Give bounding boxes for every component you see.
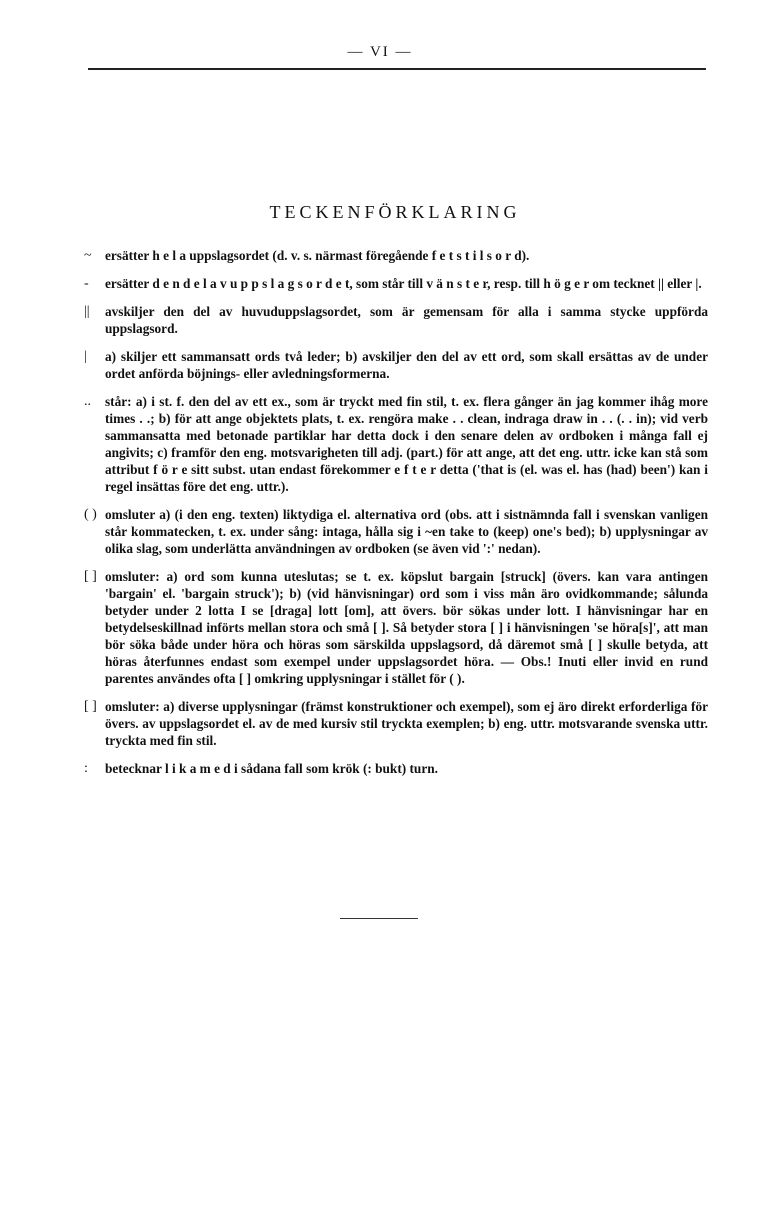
- entry-symbol: ~: [84, 248, 92, 263]
- entry-square-brackets-heavy: [84, 698, 708, 749]
- entry-symbol: ||: [84, 304, 90, 319]
- entry-symbol: [ ]: [84, 569, 97, 584]
- entry-tilde: [84, 247, 708, 264]
- entry-colon: [84, 760, 708, 777]
- entry-symbol: -: [84, 276, 89, 291]
- entry-text: a) skiljer ett sammansatt ords två leder; b) avskiljer den del av ett ord, som skall ersättas av de under ordet anförda böjnings- eller avledningsformerna.: [105, 349, 708, 381]
- entry-symbol: |: [84, 349, 87, 364]
- entry-list: [84, 247, 708, 788]
- entry-text: omsluter: a) diverse upplysningar (främst konstruktioner och exempel), som ej äro direkt erforderliga för övers. av uppslagsordet el. av de med kursiv stil tryckta exemplen; b) eng. uttr. motsvarande svenska uttr. tryckta med fin stil.: [105, 699, 708, 748]
- entry-dots: [84, 393, 708, 495]
- top-rule: [88, 68, 706, 70]
- entry-single-bar: [84, 348, 708, 382]
- entry-text: omsluter a) (i den eng. texten) liktydiga el. alternativa ord (obs. att i sistnämnda fall i svenskan vanligen står kommatecken, t. ex. under sång: intaga, hålla sig i ~en take to (keep) one's bed); b) upplysningar av olika slag, som underlätta användningen av ordboken (se även vid ':' nedan).: [105, 507, 708, 556]
- entry-round-parentheses: [84, 506, 708, 557]
- page-number: — VI —: [347, 44, 413, 60]
- entry-symbol: :: [84, 761, 88, 776]
- entry-text: står: a) i st. f. den del av ett ex., som är tryckt med fin stil, t. ex. flera gånger än jag kommer ihåg more times . .; b) för att ange objektets plats, t. ex. rengöra make . . clean, indraga draw in . . (. . in); vid verb sammansatta med betonade partiklar har detta dock i den senare delen av ordboken i många fall ej angivits; c) framför den eng. motsvarigheten till adj. (part.) för att ange, att det eng. uttr. icke kan stå som attribut f ö r e sitt subst. utan endast förekommer e f t e r detta ('that is (el. was el. has (had) been') kan i regel insättas före det eng. uttr.).: [105, 394, 708, 494]
- entry-hyphen: [84, 275, 708, 292]
- entry-double-bar: [84, 303, 708, 337]
- entry-symbol: ( ): [84, 507, 97, 522]
- entry-square-brackets: [84, 568, 708, 687]
- entry-text: omsluter: a) ord som kunna uteslutas; se t. ex. köpslut bargain [struck] (övers. kan vara antingen 'bargain' el. 'bargain struck'); b) (vid hänvisningar) ord som i viss mån äro ovidkommande; sålunda betyder under 2 lotta I se [draga] lott [om], att övers. bör sökas under lott. I hänvisningar har en betydelseskillnad införts mellan stora och små [ ]. Så betyder stora [ ] i hänvisningen 'se höra[s]', att man bör söka både under höra och höras som särskilda uppslagsord, då däremot små [ ] skulle betyda, att höras återfunnes endast som exempel under uppslagsordet höra. — Obs.! Inuti eller invid en rund parentes användes ofta [ ] omkring upplysningar i stället för ( ).: [105, 569, 708, 686]
- entry-text: ersätter d e n d e l a v u p p s l a g s o r d e t, som står till v ä n s t e r, resp. till h ö g e r om tecknet || eller |.: [105, 276, 702, 291]
- entry-symbol: [ ]: [84, 699, 97, 714]
- entry-text: betecknar l i k a m e d i sådana fall som krök (: bukt) turn.: [105, 761, 438, 776]
- entry-text: ersätter h e l a uppslagsordet (d. v. s. närmast föregående f e t s t i l s o r d).: [105, 248, 530, 263]
- bottom-rule: [340, 918, 418, 919]
- entry-text: avskiljer den del av huvuduppslagsordet, som är gemensam för alla i samma stycke uppförda uppslagsord.: [105, 304, 708, 336]
- entry-symbol: ..: [84, 394, 91, 409]
- page-title: TECKENFÖRKLARING: [269, 202, 521, 222]
